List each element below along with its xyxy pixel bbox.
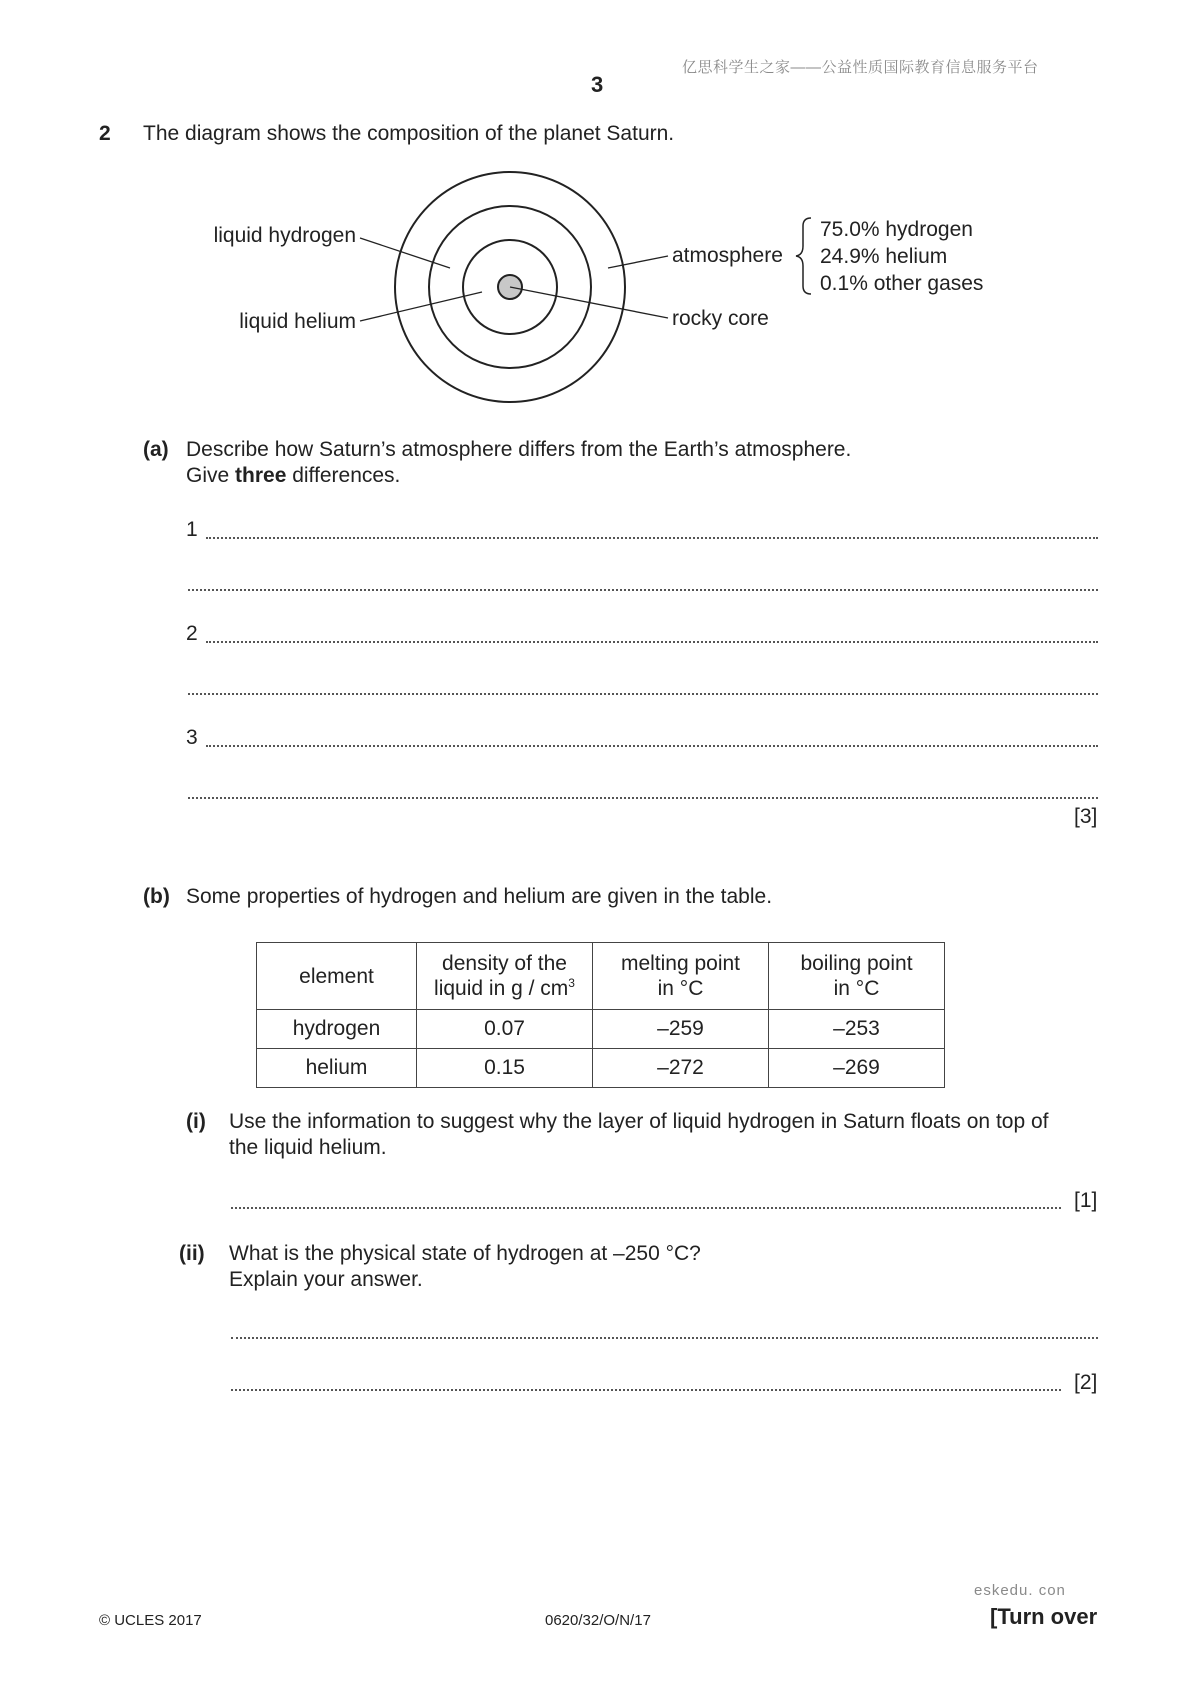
question-number: 2	[99, 122, 111, 145]
page-number: 3	[591, 72, 604, 97]
sub-ii-line2: Explain your answer.	[229, 1268, 423, 1291]
part-a-line2: Give three differences.	[186, 464, 401, 487]
sub-i-line1: Use the information to suggest why the layer of liquid hydrogen in Saturn floats on top of	[229, 1110, 1049, 1133]
liquid-helium-leader	[360, 292, 482, 321]
answer-1-number: 1	[186, 518, 198, 541]
rocky-core-leader	[510, 287, 668, 318]
sub-i-marks: [1]	[1074, 1189, 1098, 1212]
sub-ii-answer-line-1[interactable]	[231, 1337, 1098, 1339]
label-liquid-helium: liquid helium	[239, 310, 356, 333]
header-density: density of the liquid in g / $cm^3$	[417, 943, 593, 1010]
cell-boiling: –253	[769, 1010, 945, 1049]
answer-3-line-2[interactable]	[188, 797, 1098, 799]
sub-ii-label: (ii)	[179, 1242, 205, 1265]
footer-paper-code: 0620/32/O/N/17	[545, 1612, 651, 1629]
sub-ii-line1: What is the physical state of hydrogen at –250 °C?	[229, 1242, 701, 1265]
answer-2-number: 2	[186, 622, 198, 645]
composition-other: 0.1% other gases	[820, 272, 984, 295]
part-b-text: Some properties of hydrogen and helium are given in the table.	[186, 885, 773, 908]
sub-i-answer-line[interactable]	[231, 1207, 1061, 1209]
footer-copyright: © UCLES 2017	[99, 1612, 202, 1629]
turn-over: [Turn over	[990, 1604, 1098, 1629]
sub-ii-answer-line-2[interactable]	[231, 1389, 1061, 1391]
atmosphere-leader	[608, 256, 668, 268]
header-melting: melting point in °C	[593, 943, 769, 1010]
emphasis-three: three	[235, 464, 287, 487]
answer-1-line-2[interactable]	[188, 589, 1098, 591]
cell-melting: –272	[593, 1049, 769, 1088]
answer-2-line-1[interactable]	[206, 641, 1098, 643]
footer-site-watermark: eskedu. con	[974, 1582, 1066, 1599]
table-row	[257, 1010, 945, 1049]
header-element: element	[257, 943, 417, 1010]
answer-2-line-2[interactable]	[188, 693, 1098, 695]
composition-hydrogen: 75.0% hydrogen	[820, 218, 973, 241]
part-a-line1: Describe how Saturn’s atmosphere differs from the Earth’s atmosphere.	[186, 438, 852, 461]
table-row	[257, 1049, 945, 1088]
sub-ii-marks: [2]	[1074, 1371, 1098, 1394]
composition-helium: 24.9% helium	[820, 245, 948, 268]
answer-3-line-1[interactable]	[206, 745, 1098, 747]
properties-table	[256, 942, 945, 1088]
answer-3-number: 3	[186, 726, 198, 749]
label-rocky-core: rocky core	[672, 307, 769, 330]
sub-i-line2: the liquid helium.	[229, 1136, 387, 1159]
saturn-diagram	[0, 0, 1191, 420]
table-header-row	[257, 943, 945, 1010]
label-atmosphere: atmosphere	[672, 244, 783, 267]
part-a-label: (a)	[143, 438, 169, 461]
part-a-marks: [3]	[1074, 805, 1098, 828]
question-stem: The diagram shows the composition of the planet Saturn.	[143, 122, 675, 145]
label-liquid-hydrogen: liquid hydrogen	[213, 224, 356, 247]
cell-density: 0.15	[417, 1049, 593, 1088]
sub-i-label: (i)	[186, 1110, 206, 1133]
answer-1-line-1[interactable]	[206, 537, 1098, 539]
cell-melting: –259	[593, 1010, 769, 1049]
cell-element: helium	[257, 1049, 417, 1088]
composition-brace	[796, 218, 811, 294]
cell-density: 0.07	[417, 1010, 593, 1049]
cell-element: hydrogen	[257, 1010, 417, 1049]
header-watermark: 亿思科学生之家——公益性质国际教育信息服务平台	[682, 59, 1039, 76]
part-b-label: (b)	[143, 885, 170, 908]
header-boiling: boiling point in °C	[769, 943, 945, 1010]
cell-boiling: –269	[769, 1049, 945, 1088]
